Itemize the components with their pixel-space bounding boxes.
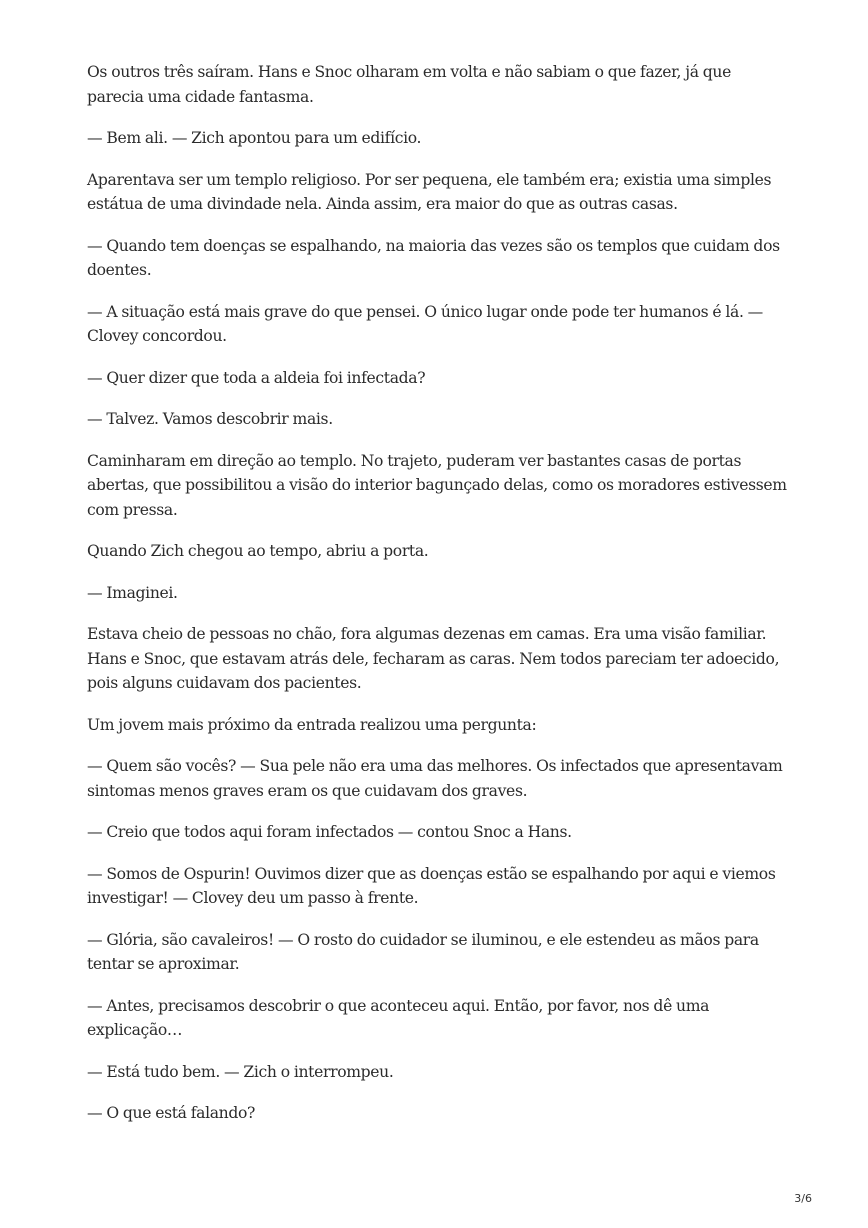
page-body (87, 60, 787, 1143)
paragraph: — Creio que todos aqui foram infectados — contou Snoc a Hans. (87, 823, 572, 841)
paragraph: — Glória, são cavaleiros! — O rosto do cuidador se iluminou, e ele estendeu as mãos para tentar se aproximar. (87, 930, 759, 973)
page-number: 3/6 (794, 1192, 812, 1205)
paragraph: — Está tudo bem. — Zich o interrompeu. (87, 1062, 394, 1081)
paragraph: Aparentava ser um templo religioso. Por ser pequena, ele também era; existia uma simples estátua de uma divindade nela. Ainda assim, era maior do que as outras casas. (87, 170, 772, 213)
paragraph: — Antes, precisamos descobrir o que aconteceu aqui. Então, por favor, nos dê uma explicação… (87, 996, 710, 1039)
paragraph: — Talvez. Vamos descobrir mais. (87, 410, 333, 428)
paragraph: — O que está falando? (87, 1104, 256, 1122)
paragraph: — Imaginei. (87, 583, 178, 602)
paragraph: Caminharam em direção ao templo. No trajeto, puderam ver bastantes casas de portas abertas, que possibilitou a visão do interior bagunçado delas, como os moradores estivessem com pressa. (87, 451, 787, 519)
paragraph: — Quem são vocês? — Sua pele não era uma das melhores. Os infectados que apresentavam sintomas menos graves eram os que cuidavam dos graves. (87, 757, 783, 800)
paragraph: — Somos de Ospurin! Ouvimos dizer que as doenças estão se espalhando por aqui e viemos investigar! — Clovey deu um passo à frente. (87, 864, 776, 907)
paragraph: Um jovem mais próximo da entrada realizou uma pergunta: (87, 715, 537, 734)
paragraph: Quando Zich chegou ao tempo, abriu a porta. (87, 542, 429, 560)
paragraph: — Quando tem doenças se espalhando, na maioria das vezes são os templos que cuidam dos doentes. (87, 236, 780, 279)
paragraph: — A situação está mais grave do que pensei. O único lugar onde pode ter humanos é lá. — Clovey concordou. (87, 302, 763, 345)
paragraph: — Bem ali. — Zich apontou para um edifício. (87, 129, 422, 147)
paragraph: — Quer dizer que toda a aldeia foi infectada? (87, 368, 426, 387)
paragraph: Estava cheio de pessoas no chão, fora algumas dezenas em camas. Era uma visão familiar. Hans e Snoc, que estavam atrás dele, fecharam as caras. Nem todos pareciam ter adoecido, pois alguns cuidavam dos pacientes. (87, 625, 780, 692)
paragraph: Os outros três saíram. Hans e Snoc olharam em volta e não sabiam o que fazer, já que parecia uma cidade fantasma. (87, 63, 732, 106)
